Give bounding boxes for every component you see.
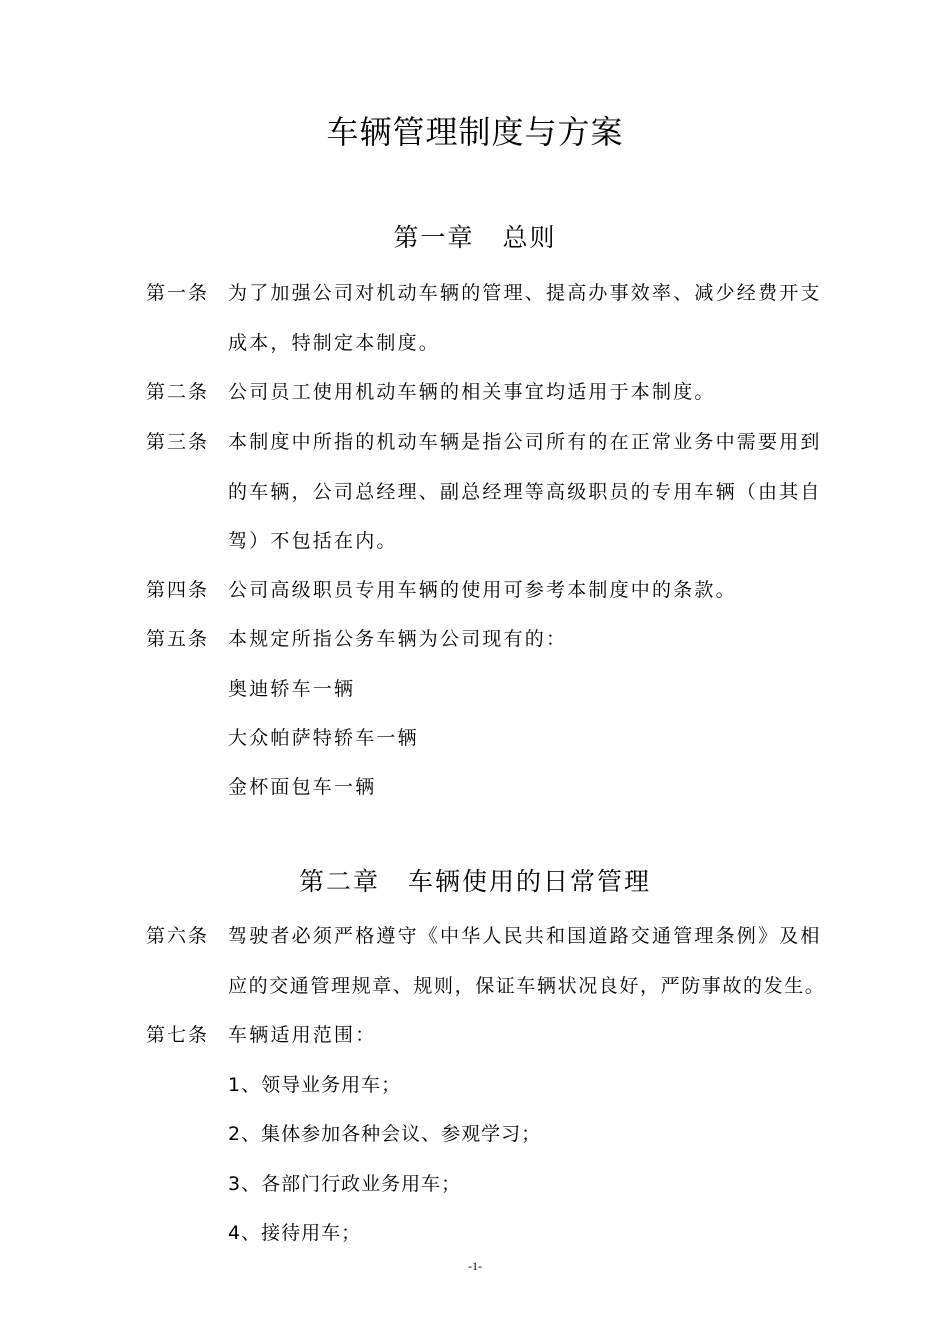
article-1-line-2: 成本，特制定本制度。 — [228, 332, 441, 354]
article-4-label: 第四条 — [146, 579, 210, 601]
page-number: -1- — [468, 1259, 482, 1273]
scope-item-1: 1、领导业务用车； — [228, 1074, 402, 1096]
article-3-label: 第三条 — [146, 431, 210, 453]
article-7-line-1: 车辆适用范围： — [228, 1024, 377, 1046]
chapter-2-title: 车辆使用的日常管理 — [408, 867, 652, 896]
vehicle-item-1: 奥迪轿车一辆 — [228, 678, 356, 700]
chapter-1-heading — [0, 220, 950, 256]
chapter-2-number: 第二章 — [298, 867, 380, 896]
document-title: 车辆管理制度与方案 — [326, 113, 624, 151]
article-1-line-1: 为了加强公司对机动车辆的管理、提高办事效率、减少经费开支 — [228, 282, 822, 304]
scope-item-4: 4、接待用车； — [228, 1222, 362, 1244]
vehicle-item-2: 大众帕萨特轿车一辆 — [228, 727, 419, 749]
article-6-line-2: 应的交通管理规章、规则，保证车辆状况良好，严防事故的发生。 — [228, 975, 826, 997]
chapter-1-number: 第一章 — [393, 223, 475, 252]
article-5-label: 第五条 — [146, 628, 210, 650]
article-4-line-1: 公司高级职员专用车辆的使用可参考本制度中的条款。 — [228, 579, 737, 601]
article-2-label: 第二条 — [146, 381, 210, 403]
scope-item-2: 2、集体参加各种会议、参观学习； — [228, 1123, 542, 1145]
article-7-label: 第七条 — [146, 1024, 210, 1046]
article-6-line-1: 驾驶者必须严格遵守《中华人民共和国道路交通管理条例》及相 — [228, 925, 822, 947]
article-3-line-1: 本制度中所指的机动车辆是指公司所有的在正常业务中需要用到 — [228, 431, 822, 453]
vehicle-item-3: 金杯面包车一辆 — [228, 776, 377, 798]
chapter-1-title: 总则 — [502, 223, 557, 252]
article-1-label: 第一条 — [146, 282, 210, 304]
article-5-line-1: 本规定所指公务车辆为公司现有的： — [228, 628, 568, 650]
scope-item-3: 3、各部门行政业务用车； — [228, 1173, 462, 1195]
article-6-label: 第六条 — [146, 925, 210, 947]
article-3-line-3: 驾）不包括在内。 — [228, 530, 398, 552]
article-2-line-1: 公司员工使用机动车辆的相关事宜均适用于本制度。 — [228, 381, 716, 403]
article-3-line-2: 的车辆，公司总经理、副总经理等高级职员的专用车辆（由其自 — [228, 481, 822, 503]
chapter-2-heading — [0, 864, 950, 900]
